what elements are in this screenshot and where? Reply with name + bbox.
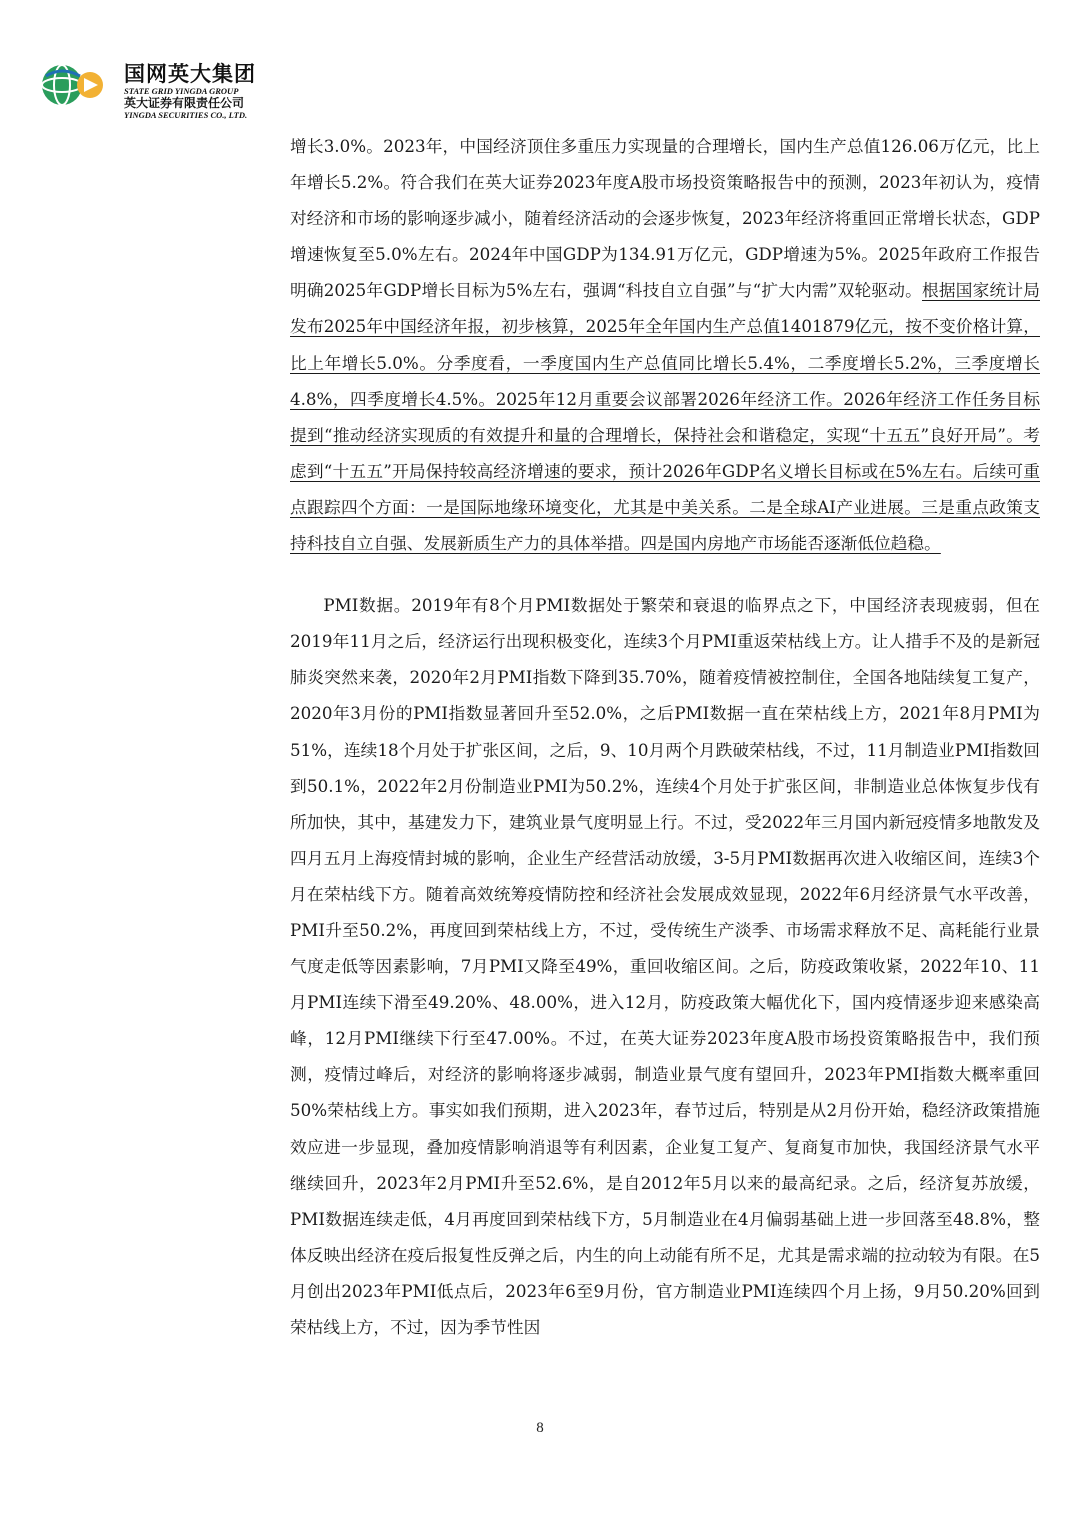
- company-name-en: STATE GRID YINGDA GROUP: [124, 86, 239, 96]
- subsidiary-name-cn: 英大证券有限责任公司: [124, 96, 245, 110]
- document-body: [290, 128, 1040, 1345]
- gdp-text: 增长3.0%。2023年，中国经济顶住多重压力实现量的合理增长，国内生产总值126.06万亿元，比上年增长5.2%。符合我们在英大证券2023年度A股市场投资策略报告中的预测，2023年初认为，疫情对经济和市场的影响逐步减小，随着经济活动的会逐步恢复，2023年经济将重回正常增长状态，GDP增速恢复至5.0%左右。2024年中国GDP为134.91万亿元，GDP增速为5%。2025年政府工作报告明确2025年GDP增长目标为5%左右，强调“科技自立自强”与“扩大内需”双轮驱动。: [290, 136, 1040, 301]
- paragraph-gdp: [290, 128, 1040, 561]
- company-logo-icon: [40, 62, 110, 108]
- gdp-underlined-text: 根据国家统计局发布2025年中国经济年报，初步核算，2025年全年国内生产总值1401879亿元，按不变价格计算，比上年增长5.0%。分季度看，一季度国内生产总值同比增长5.4%，二季度增长5.2%，三季度增长4.8%，四季度增长4.5%。2025年12月重要会议部署2026年经济工作。2026年经济工作任务目标提到“推动经济实现质的有效提升和量的合理增长，保持社会和谐稳定，实现“十五五”良好开局”。考虑到“十五五”开局保持较高经济增速的要求，预计2026年GDP名义增长目标或在5%左右。后续可重点跟踪四个方面：一是国际地缘环境变化，尤其是中美关系。二是全球AI产业进展。三是重点政策支持科技自立自强、发展新质生产力的具体举措。四是国内房地产市场能否逐渐低位趋稳。: [290, 280, 1040, 554]
- page-number: 8: [536, 1420, 544, 1436]
- paragraph-gap: [290, 561, 1040, 587]
- company-name-cn: 国网英大集团: [124, 62, 256, 86]
- paragraph-pmi: PMI数据。2019年有8个月PMI数据处于繁荣和衰退的临界点之下，中国经济表现疲弱，但在2019年11月之后，经济运行出现积极变化，连续3个月PMI重返荣枯线上方。让人措手不及的是新冠肺炎突然来袭，2020年2月PMI指数下降到35.70%，随着疫情被控制住，全国各地陆续复工复产，2020年3月份的PMI指数显著回升至52.0%，之后PMI数据一直在荣枯线上方，2021年8月PMI为51%，连续18个月处于扩张区间，之后，9、10月两个月跌破荣枯线，不过，11月制造业PMI指数回到50.1%，2022年2月份制造业PMI为50.2%，连续4个月处于扩张区间，非制造业总体恢复步伐有所加快，其中，基建发力下，建筑业景气度明显上行。不过，受2022年三月国内新冠疫情多地散发及四月五月上海疫情封城的影响，企业生产经营活动放缓，3-5月PMI数据再次进入收缩区间，连续3个月在荣枯线下方。随着高效统筹疫情防控和经济社会发展成效显现，2022年6月经济景气水平改善，PMI升至50.2%，再度回到荣枯线上方，不过，受传统生产淡季、市场需求释放不足、高耗能行业景气度走低等因素影响，7月PMI又降至49%，重回收缩区间。之后，防疫政策收紧，2022年10、11月PMI连续下滑至49.20%、48.00%，进入12月，防疫政策大幅优化下，国内疫情逐步迎来感染高峰，12月PMI继续下行至47.00%。不过，在英大证券2023年度A股市场投资策略报告中，我们预测，疫情过峰后，对经济的影响将逐步减弱，制造业景气度有望回升，2023年PMI指数大概率重回50%荣枯线上方。事实如我们预期，进入2023年，春节过后，特别是从2月份开始，稳经济政策措施效应进一步显现，叠加疫情影响消退等有利因素，企业复工复产、复商复市加快，我国经济景气水平继续回升，2023年2月PMI升至52.6%，是自2012年5月以来的最高纪录。之后，经济复苏放缓，PMI数据连续走低，4月再度回到荣枯线下方，5月制造业在4月偏弱基础上进一步回落至48.8%，整体反映出经济在疫后报复性反弹之后，内生的向上动能有所不足，尤其是需求端的拉动较为有限。在5月创出2023年PMI低点后，2023年6至9月份，官方制造业PMI连续四个月上扬，9月50.20%回到荣枯线上方，不过，因为季节性因: [290, 595, 1040, 1337]
- brand-block: [124, 62, 344, 120]
- subsidiary-name-en: YINGDA SECURITIES CO., LTD.: [124, 110, 248, 120]
